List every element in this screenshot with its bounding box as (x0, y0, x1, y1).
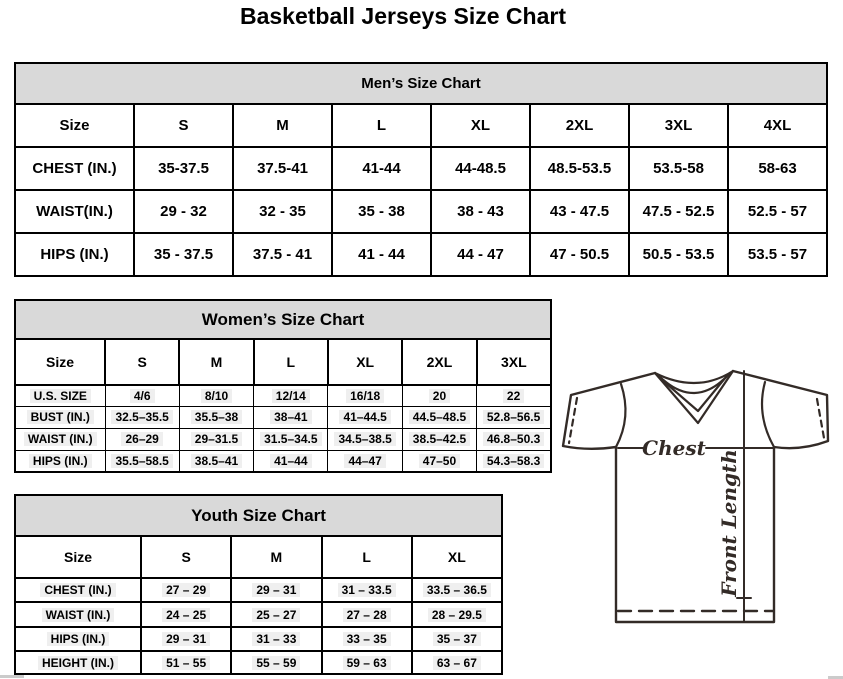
table-row (15, 428, 551, 450)
womens-col-header: 3XL (477, 339, 551, 385)
mens-col-header: L (332, 104, 431, 147)
size-value-cell: 63 – 67 (412, 651, 502, 674)
womens-col-header: S (105, 339, 179, 385)
size-value-cell: 12/14 (254, 385, 328, 406)
size-value-cell: 38.5–41 (179, 450, 253, 472)
size-value-cell: 48.5-53.5 (530, 147, 629, 190)
row-label: HEIGHT (IN.) (15, 651, 141, 674)
table-row (15, 385, 551, 406)
size-value-cell: 44 - 47 (431, 233, 530, 276)
womens-table-title: Women’s Size Chart (15, 300, 551, 339)
table-row (15, 450, 551, 472)
size-value-cell: 41–44 (254, 450, 328, 472)
size-value-cell: 52.8–56.5 (477, 406, 551, 428)
size-value-cell: 31 – 33 (231, 627, 321, 651)
row-label: BUST (IN.) (15, 406, 105, 428)
size-value-cell: 34.5–38.5 (328, 428, 402, 450)
mens-col-header: 3XL (629, 104, 728, 147)
size-value-cell: 29 - 32 (134, 190, 233, 233)
row-label: WAIST (IN.) (15, 428, 105, 450)
size-value-cell: 44–47 (328, 450, 402, 472)
youth-col-header: M (231, 536, 321, 578)
size-value-cell: 55 – 59 (231, 651, 321, 674)
size-value-cell: 26–29 (105, 428, 179, 450)
size-value-cell: 24 – 25 (141, 602, 231, 627)
row-label: U.S. SIZE (15, 385, 105, 406)
size-value-cell: 35 - 37.5 (134, 233, 233, 276)
size-value-cell: 8/10 (179, 385, 253, 406)
size-value-cell: 43 - 47.5 (530, 190, 629, 233)
size-value-cell: 20 (402, 385, 476, 406)
size-value-cell: 52.5 - 57 (728, 190, 827, 233)
row-label: WAIST (IN.) (15, 602, 141, 627)
size-value-cell: 4/6 (105, 385, 179, 406)
row-label: CHEST (IN.) (15, 578, 141, 602)
table-row (15, 406, 551, 428)
jersey-armhole-seam-right (762, 382, 774, 447)
size-value-cell: 37.5 - 41 (233, 233, 332, 276)
size-value-cell: 46.8–50.3 (477, 428, 551, 450)
size-value-cell: 29 – 31 (141, 627, 231, 651)
size-value-cell: 47–50 (402, 450, 476, 472)
size-value-cell: 35.5–58.5 (105, 450, 179, 472)
size-value-cell: 29 – 31 (231, 578, 321, 602)
size-value-cell: 29–31.5 (179, 428, 253, 450)
table-row (15, 627, 502, 651)
size-value-cell: 22 (477, 385, 551, 406)
youth-col-header: XL (412, 536, 502, 578)
size-value-cell: 16/18 (328, 385, 402, 406)
youth-col-header: S (141, 536, 231, 578)
youth-size-table (14, 494, 503, 675)
size-value-cell: 31 – 33.5 (322, 578, 412, 602)
page-title: Basketball Jerseys Size Chart (239, 3, 566, 29)
size-value-cell: 33 – 35 (322, 627, 412, 651)
size-value-cell: 50.5 - 53.5 (629, 233, 728, 276)
size-value-cell: 38.5–42.5 (402, 428, 476, 450)
size-value-cell: 35 - 38 (332, 190, 431, 233)
size-value-cell: 33.5 – 36.5 (412, 578, 502, 602)
table-row (15, 602, 502, 627)
size-value-cell: 47 - 50.5 (530, 233, 629, 276)
size-value-cell: 31.5–34.5 (254, 428, 328, 450)
row-label: HIPS (IN.) (15, 233, 134, 276)
jersey-armhole-seam-left (616, 384, 625, 447)
mens-size-table (14, 62, 828, 277)
scrollbar-fragment-left (0, 675, 24, 678)
size-value-cell: 44-48.5 (431, 147, 530, 190)
womens-col-header: M (179, 339, 253, 385)
size-value-cell: 37.5-41 (233, 147, 332, 190)
size-value-cell: 28 – 29.5 (412, 602, 502, 627)
size-value-cell: 32 - 35 (233, 190, 332, 233)
mens-col-header: 4XL (728, 104, 827, 147)
size-value-cell: 25 – 27 (231, 602, 321, 627)
row-label: HIPS (IN.) (15, 450, 105, 472)
size-value-cell: 51 – 55 (141, 651, 231, 674)
size-value-cell: 47.5 - 52.5 (629, 190, 728, 233)
size-value-cell: 54.3–58.3 (477, 450, 551, 472)
youth-table-title: Youth Size Chart (15, 495, 502, 536)
size-value-cell: 59 – 63 (322, 651, 412, 674)
mens-col-header: Size (15, 104, 134, 147)
size-value-cell: 58-63 (728, 147, 827, 190)
womens-size-table (14, 299, 552, 473)
size-value-cell: 38–41 (254, 406, 328, 428)
row-label: HIPS (IN.) (15, 627, 141, 651)
womens-col-header: Size (15, 339, 105, 385)
size-value-cell: 35.5–38 (179, 406, 253, 428)
table-row (15, 147, 827, 190)
mens-table-title: Men’s Size Chart (15, 63, 827, 104)
front-length-label: Front Length (717, 449, 741, 597)
size-value-cell: 38 - 43 (431, 190, 530, 233)
size-value-cell: 27 – 29 (141, 578, 231, 602)
jersey-diagram (555, 355, 843, 679)
mens-col-header: S (134, 104, 233, 147)
womens-col-header: 2XL (402, 339, 476, 385)
size-value-cell: 41–44.5 (328, 406, 402, 428)
table-row (15, 578, 502, 602)
jersey-cuff-dash-right (817, 399, 824, 438)
table-row (15, 651, 502, 674)
womens-col-header: L (254, 339, 328, 385)
table-row (15, 233, 827, 276)
size-value-cell: 53.5 - 57 (728, 233, 827, 276)
mens-col-header: XL (431, 104, 530, 147)
youth-col-header: L (322, 536, 412, 578)
mens-col-header: M (233, 104, 332, 147)
size-value-cell: 32.5–35.5 (105, 406, 179, 428)
womens-col-header: XL (328, 339, 402, 385)
size-value-cell: 35-37.5 (134, 147, 233, 190)
size-value-cell: 53.5-58 (629, 147, 728, 190)
size-value-cell: 41 - 44 (332, 233, 431, 276)
row-label: CHEST (IN.) (15, 147, 134, 190)
chest-label: Chest (642, 436, 706, 460)
mens-col-header: 2XL (530, 104, 629, 147)
size-value-cell: 35 – 37 (412, 627, 502, 651)
row-label: WAIST(IN.) (15, 190, 134, 233)
youth-col-header: Size (15, 536, 141, 578)
size-value-cell: 44.5–48.5 (402, 406, 476, 428)
size-value-cell: 27 – 28 (322, 602, 412, 627)
size-value-cell: 41-44 (332, 147, 431, 190)
table-row (15, 190, 827, 233)
